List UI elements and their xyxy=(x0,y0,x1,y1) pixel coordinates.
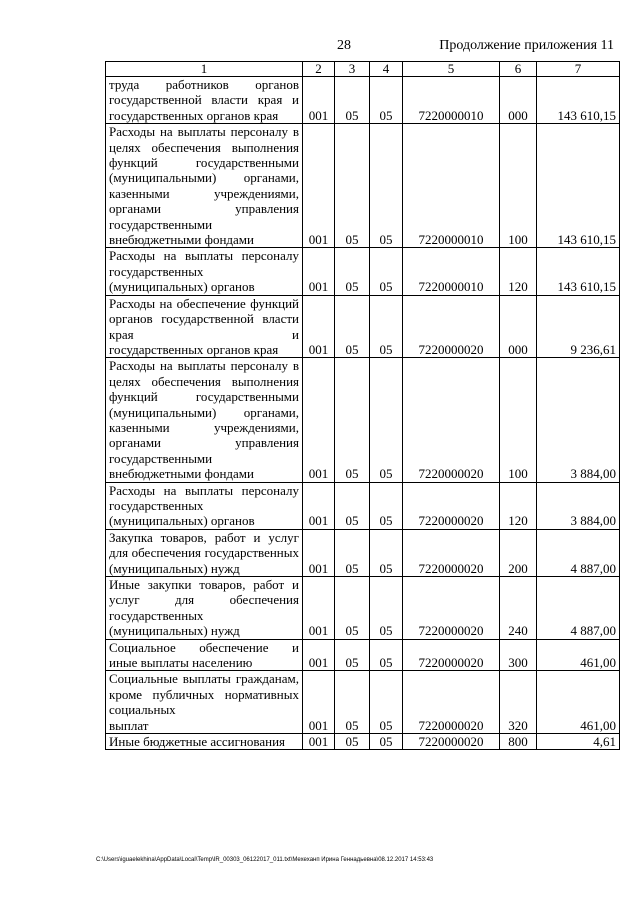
amount: 143 610,15 xyxy=(537,77,620,124)
description-line: (муниципальными) органами, xyxy=(109,404,299,420)
expense-description xyxy=(106,124,303,248)
expense-type-code: 100 xyxy=(500,358,537,482)
subsection-code: 05 xyxy=(370,671,403,734)
expense-description xyxy=(106,482,303,529)
description-line: услуг для обеспечения xyxy=(109,592,299,608)
expense-description xyxy=(106,295,303,358)
expense-description xyxy=(106,358,303,482)
expense-type-code: 300 xyxy=(500,639,537,671)
column-number-row xyxy=(106,62,620,77)
target-article-code: 7220000020 xyxy=(403,295,500,358)
section-code: 05 xyxy=(335,295,370,358)
admin-code: 001 xyxy=(303,671,335,734)
section-code: 05 xyxy=(335,77,370,124)
table-row xyxy=(106,295,620,358)
description-line: государственных xyxy=(109,607,204,623)
table-row xyxy=(106,124,620,248)
target-article-code: 7220000020 xyxy=(403,482,500,529)
description-line: государственной власти края и xyxy=(109,92,299,108)
expense-description xyxy=(106,248,303,295)
section-code: 05 xyxy=(335,482,370,529)
description-line: Социальные выплаты xyxy=(109,671,231,687)
table-row xyxy=(106,734,620,750)
description-line: нормативных социальных xyxy=(109,686,299,718)
target-article-code: 7220000020 xyxy=(403,358,500,482)
description-line: Социальное обеспечение и xyxy=(109,639,299,655)
admin-code: 001 xyxy=(303,734,335,750)
description-line: труда работников органов xyxy=(109,77,299,92)
amount: 4 887,00 xyxy=(537,577,620,640)
column-header: 3 xyxy=(335,62,370,77)
description-line: выполнения функций xyxy=(109,139,300,171)
target-article-code: 7220000010 xyxy=(403,124,500,248)
subsection-code: 05 xyxy=(370,248,403,295)
column-header: 7 xyxy=(537,62,620,77)
table-row xyxy=(106,577,620,640)
table-row xyxy=(106,248,620,295)
continuation-note: Продолжение приложения 11 xyxy=(439,38,614,53)
description-line: выполнения функций xyxy=(109,373,300,405)
admin-code: 001 xyxy=(303,248,335,295)
description-line: (муниципальных) нужд xyxy=(109,560,240,576)
subsection-code: 05 xyxy=(370,734,403,750)
description-line: Расходы на выплаты персоналу xyxy=(109,248,299,264)
page-number: 28 xyxy=(337,38,351,53)
admin-code: 001 xyxy=(303,577,335,640)
expense-description xyxy=(106,639,303,671)
description-line: государственной власти края и xyxy=(109,311,299,342)
section-code: 05 xyxy=(335,577,370,640)
amount: 9 236,61 xyxy=(537,295,620,358)
description-line: казенными учреждениями, xyxy=(109,185,299,201)
expense-type-code: 120 xyxy=(500,248,537,295)
description-line: Иные бюджетные ассигнования xyxy=(109,734,286,750)
description-line: (муниципальных) органов xyxy=(109,279,255,295)
description-line: выплат xyxy=(109,717,149,733)
description-line: (муниципальных) органов xyxy=(109,513,255,529)
description-line: в целях обеспечения xyxy=(109,358,299,389)
target-article-code: 7220000020 xyxy=(403,671,500,734)
description-line: Расходы на обеспечение xyxy=(109,295,246,311)
subsection-code: 05 xyxy=(370,358,403,482)
table-row xyxy=(106,529,620,576)
admin-code: 001 xyxy=(303,639,335,671)
expense-type-code: 000 xyxy=(500,295,537,358)
subsection-code: 05 xyxy=(370,295,403,358)
expense-description xyxy=(106,671,303,734)
amount: 3 884,00 xyxy=(537,358,620,482)
admin-code: 001 xyxy=(303,124,335,248)
table-body xyxy=(106,77,620,750)
table-row xyxy=(106,482,620,529)
expense-type-code: 800 xyxy=(500,734,537,750)
amount: 461,00 xyxy=(537,671,620,734)
description-line: государственных xyxy=(204,545,299,561)
subsection-code: 05 xyxy=(370,482,403,529)
target-article-code: 7220000020 xyxy=(403,577,500,640)
column-header: 5 xyxy=(403,62,500,77)
description-line: функций органов xyxy=(109,295,300,327)
description-line: в целях обеспечения xyxy=(109,124,299,155)
description-line: государственных органов края xyxy=(109,341,279,357)
section-code: 05 xyxy=(335,639,370,671)
table-row xyxy=(106,358,620,482)
expense-description xyxy=(106,577,303,640)
section-code: 05 xyxy=(335,248,370,295)
description-line: казенными учреждениями, xyxy=(109,419,299,435)
admin-code: 001 xyxy=(303,77,335,124)
section-code: 05 xyxy=(335,734,370,750)
description-line: государственными xyxy=(109,450,213,466)
subsection-code: 05 xyxy=(370,77,403,124)
description-line: органами управления xyxy=(109,201,299,217)
subsection-code: 05 xyxy=(370,577,403,640)
column-header: 6 xyxy=(500,62,537,77)
description-line: внебюджетными фондами xyxy=(109,232,254,248)
section-code: 05 xyxy=(335,671,370,734)
budget-table xyxy=(105,61,620,750)
expense-description xyxy=(106,734,303,750)
description-line: государственными xyxy=(109,216,213,232)
section-code: 05 xyxy=(335,358,370,482)
target-article-code: 7220000010 xyxy=(403,248,500,295)
expense-type-code: 100 xyxy=(500,124,537,248)
description-line: Расходы на выплаты персоналу xyxy=(109,358,288,374)
description-line: гражданам, кроме публичных xyxy=(109,671,299,702)
expense-description xyxy=(106,77,303,124)
column-header: 2 xyxy=(303,62,335,77)
description-line: государственных xyxy=(109,263,204,279)
subsection-code: 05 xyxy=(370,639,403,671)
expense-type-code: 120 xyxy=(500,482,537,529)
description-line: внебюджетными фондами xyxy=(109,466,254,482)
file-path-footer: C:\Users\iguaelekhina\AppData\Local\Temp\IR_00303_06122017_011.txt\Мехеханп Ирина Геннадьевна\08.12.2017 14:53:43 xyxy=(96,857,434,863)
table-row xyxy=(106,77,620,124)
expense-type-code: 240 xyxy=(500,577,537,640)
expense-type-code: 000 xyxy=(500,77,537,124)
expense-description xyxy=(106,529,303,576)
amount: 3 884,00 xyxy=(537,482,620,529)
description-line: государственных органов края xyxy=(109,107,279,123)
description-line: органами управления xyxy=(109,435,299,451)
description-line: (муниципальных) нужд xyxy=(109,623,240,639)
amount: 143 610,15 xyxy=(537,124,620,248)
description-line: иные выплаты населению xyxy=(109,655,253,671)
expense-type-code: 320 xyxy=(500,671,537,734)
description-line: (муниципальными) органами, xyxy=(109,170,299,186)
table-row xyxy=(106,671,620,734)
section-code: 05 xyxy=(335,529,370,576)
column-header: 4 xyxy=(370,62,403,77)
expense-type-code: 200 xyxy=(500,529,537,576)
subsection-code: 05 xyxy=(370,124,403,248)
description-line: государственными xyxy=(195,155,299,171)
table-row xyxy=(106,639,620,671)
description-line: для обеспечения xyxy=(109,545,202,561)
target-article-code: 7220000020 xyxy=(403,529,500,576)
amount: 143 610,15 xyxy=(537,248,620,295)
amount: 4,61 xyxy=(537,734,620,750)
section-code: 05 xyxy=(335,124,370,248)
admin-code: 001 xyxy=(303,295,335,358)
target-article-code: 7220000010 xyxy=(403,77,500,124)
amount: 4 887,00 xyxy=(537,529,620,576)
target-article-code: 7220000020 xyxy=(403,734,500,750)
admin-code: 001 xyxy=(303,482,335,529)
target-article-code: 7220000020 xyxy=(403,639,500,671)
description-line: Расходы на выплаты персоналу xyxy=(109,482,299,498)
description-line: государственными xyxy=(195,389,299,405)
description-line: Расходы на выплаты персоналу xyxy=(109,124,288,140)
admin-code: 001 xyxy=(303,529,335,576)
description-line: Закупка товаров, работ и услуг xyxy=(109,529,299,545)
column-header: 1 xyxy=(106,62,303,77)
description-line: Иные закупки товаров, работ и xyxy=(109,577,299,592)
subsection-code: 05 xyxy=(370,529,403,576)
amount: 461,00 xyxy=(537,639,620,671)
description-line: государственных xyxy=(109,497,204,513)
admin-code: 001 xyxy=(303,358,335,482)
